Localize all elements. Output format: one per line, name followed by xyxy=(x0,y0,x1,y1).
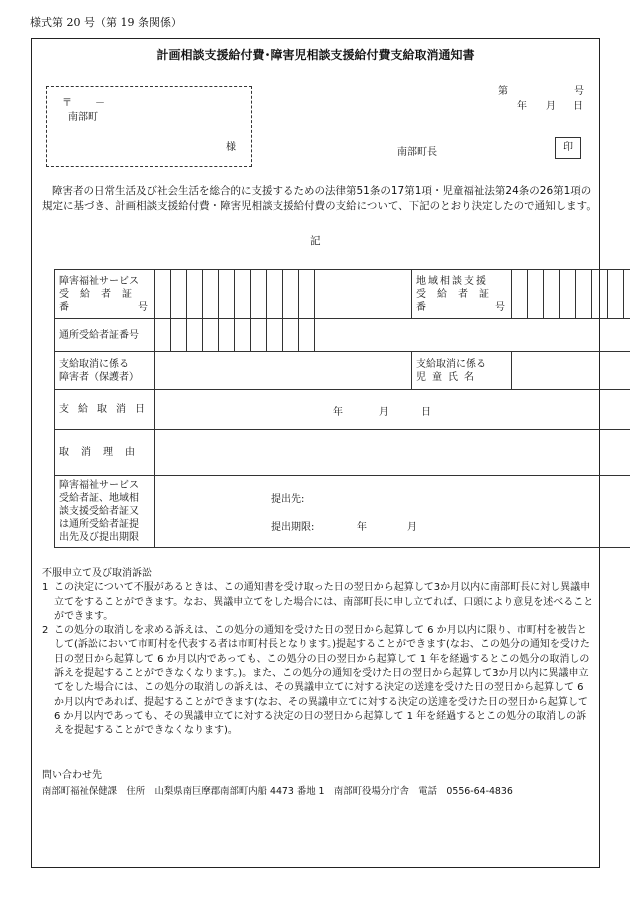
cancel-date-day: 日 xyxy=(421,406,431,418)
day-service-digit-3[interactable] xyxy=(187,319,203,352)
day-service-digit-9[interactable] xyxy=(283,319,299,352)
welfare-cert-digit-3[interactable] xyxy=(187,270,203,319)
day-service-digit-8[interactable] xyxy=(267,319,283,352)
community-cert-label-ban: 番 xyxy=(416,301,426,313)
welfare-cert-digit-7[interactable] xyxy=(251,270,267,319)
note-item-1-number: 1 xyxy=(42,582,49,594)
welfare-cert-spacer xyxy=(315,270,412,319)
contact-heading: 問い合わせ先 xyxy=(42,770,102,781)
welfare-cert-label-go: 号 xyxy=(138,301,148,313)
community-cert-digit-4[interactable] xyxy=(560,270,576,319)
community-cert-label-line3 xyxy=(416,301,511,314)
child-label xyxy=(412,352,512,390)
welfare-cert-digit-9[interactable] xyxy=(283,270,299,319)
community-cert-digit-8[interactable] xyxy=(624,270,630,319)
community-cert-label-line2: 受給者証 xyxy=(416,288,500,300)
intro-text: 障害者の日常生活及び社会生活を総合的に支援するための法律第51条の17第1項・児童福祉法第24条の26第1項の規定に基づき、計画相談支援給付費・障害児相談支援給付費の支給について、下記のとおり決定したので通知します。 xyxy=(42,185,597,212)
submission-label-line2: 受給者証、地域相 xyxy=(59,493,139,504)
intro-paragraph xyxy=(42,184,598,214)
notes-heading: 不服申立て及び取消訴訟 xyxy=(42,568,152,579)
submission-values xyxy=(155,482,630,542)
welfare-cert-label-line2: 受給者証 xyxy=(59,288,143,300)
day-service-cert-label: 通所受給者証番号 xyxy=(55,319,155,352)
day-service-digit-2[interactable] xyxy=(171,319,187,352)
note-item-1 xyxy=(42,581,596,624)
form-number-label: 様式第 20 号（第 19 条関係） xyxy=(30,16,182,29)
day-service-digit-1[interactable] xyxy=(155,319,171,352)
welfare-cert-label xyxy=(55,270,155,319)
cancel-date-label: 支給取消日 xyxy=(55,390,155,430)
cancel-date-field[interactable] xyxy=(155,390,630,430)
submission-label-line5: 出先及び提出期限 xyxy=(59,532,139,543)
recipient-address-box xyxy=(46,86,252,167)
cancel-date-month: 月 xyxy=(379,406,389,418)
person-label-line1: 支給取消に係る xyxy=(59,358,129,370)
cancel-date-year: 年 xyxy=(333,406,343,418)
welfare-cert-digit-1[interactable] xyxy=(155,270,171,319)
community-cert-digit-3[interactable] xyxy=(544,270,560,319)
postal-dash: － xyxy=(95,98,105,109)
day-service-digit-4[interactable] xyxy=(203,319,219,352)
submit-deadline-month: 月 xyxy=(407,521,417,533)
doc-number-suffix: 号 xyxy=(574,86,584,97)
note-item-2-number: 2 xyxy=(42,625,49,637)
appeal-notes xyxy=(42,567,596,739)
day-service-blank xyxy=(315,319,630,352)
note-item-2-text: この処分の取消しを求める訴えは、この処分の通知を受けた日の翌日から起算して 6 か月以内に限り、市町村を被告として(訴訟において市町村を代表する者は市町村長となります。)提起することができます(なお、この処分の通知を受けた日の翌日から起算して 6 か月以内であっても、この処分の日の翌日から起算して 1 年を経過するとこの処分の取消しの訴えを提起することができなくなります。)。また、この処分の通知を受けた日の翌日から起算して3か月以内に異議申立てをした場合には、この処分の取消しの訴えは、その異議申立てに対する決定の送達を受けた日の翌日から起算して 6 か月以内であれば、提起することができます(なお、その異議申立てに対する決定の送達を受けた日の翌日から起算して 6 か月以内であっても、その異議申立てに対する決定の日の翌日から起算して 1 年を経過するとこの処分の取消しの訴えを提起することができなくなります)。 xyxy=(54,625,590,737)
reason-label: 取消理由 xyxy=(55,430,155,476)
welfare-cert-label-line1: 障害福祉サービス xyxy=(59,275,139,287)
submission-label xyxy=(55,476,155,548)
welfare-cert-digit-5[interactable] xyxy=(219,270,235,319)
submit-deadline-label: 提出期限: xyxy=(271,521,315,533)
community-cert-digit-1[interactable] xyxy=(512,270,528,319)
welfare-cert-label-line3 xyxy=(59,301,154,314)
community-cert-label-go: 号 xyxy=(495,301,505,313)
date-month-label: 月 xyxy=(546,101,556,112)
day-service-digit-6[interactable] xyxy=(235,319,251,352)
document-title: 計画相談支援給付費･障害児相談支援給付費支給取消通知書 xyxy=(156,48,475,62)
child-label-line2: 児童氏名 xyxy=(416,371,480,383)
doc-number-prefix: 第 xyxy=(498,86,508,97)
person-label-line2: 障害者（保護者） xyxy=(59,371,139,383)
child-name-field[interactable] xyxy=(512,352,630,390)
ki-heading: 記 xyxy=(310,235,321,247)
day-service-digit-5[interactable] xyxy=(219,319,235,352)
note-item-1-text: この決定について不服があるときは、この通知書を受け取った日の翌日から起算して3か月以内に南部町長に対し異議申立てをすることができます。なお、異議申立てをした場合には、南部町長に申し立てれば、口頭により意見を述べることができます。 xyxy=(54,582,594,622)
reason-field[interactable] xyxy=(155,430,630,476)
submission-label-line1: 障害福祉サービス xyxy=(59,480,139,491)
cancellation-table xyxy=(54,269,630,548)
date-day-label: 日 xyxy=(573,101,583,112)
child-label-line1: 支給取消に係る xyxy=(416,358,486,370)
day-service-digit-10[interactable] xyxy=(299,319,315,352)
person-label xyxy=(55,352,155,390)
submit-to-label: 提出先: xyxy=(271,493,305,505)
seal-box: 印 xyxy=(555,137,581,159)
community-cert-digit-7[interactable] xyxy=(608,270,624,319)
welfare-cert-digit-2[interactable] xyxy=(171,270,187,319)
community-cert-digit-6[interactable] xyxy=(592,270,608,319)
contact-line: 南部町福祉保健課 住所 山梨県南巨摩郡南部町内船 4473 番地 1 南部町役場分庁舎 電話 0556-64-4836 xyxy=(42,786,513,797)
recipient-honorific: 様 xyxy=(226,142,236,153)
submission-field[interactable] xyxy=(155,476,630,548)
welfare-cert-digit-10[interactable] xyxy=(299,270,315,319)
date-year-label: 年 xyxy=(517,101,527,112)
person-name-field[interactable] xyxy=(155,352,412,390)
community-cert-digit-2[interactable] xyxy=(528,270,544,319)
welfare-cert-digit-6[interactable] xyxy=(235,270,251,319)
community-cert-label xyxy=(412,270,512,319)
community-cert-label-line1: 地域相談支援 xyxy=(416,275,488,287)
contact-block xyxy=(42,768,513,800)
recipient-town: 南部町 xyxy=(68,112,98,123)
community-cert-digit-5[interactable] xyxy=(576,270,592,319)
cancel-date-values xyxy=(155,403,630,417)
postal-mark: 〒 xyxy=(62,98,72,109)
issuer-name: 南部町長 xyxy=(397,147,437,158)
submit-deadline-year: 年 xyxy=(357,521,367,533)
day-service-digit-7[interactable] xyxy=(251,319,267,352)
submission-label-line3: 談支援受給者証又 xyxy=(59,506,139,517)
note-item-2 xyxy=(42,624,596,738)
welfare-cert-digit-4[interactable] xyxy=(203,270,219,319)
submission-label-line4: は通所受給者証提 xyxy=(59,519,139,530)
welfare-cert-label-ban: 番 xyxy=(59,301,69,313)
welfare-cert-digit-8[interactable] xyxy=(267,270,283,319)
